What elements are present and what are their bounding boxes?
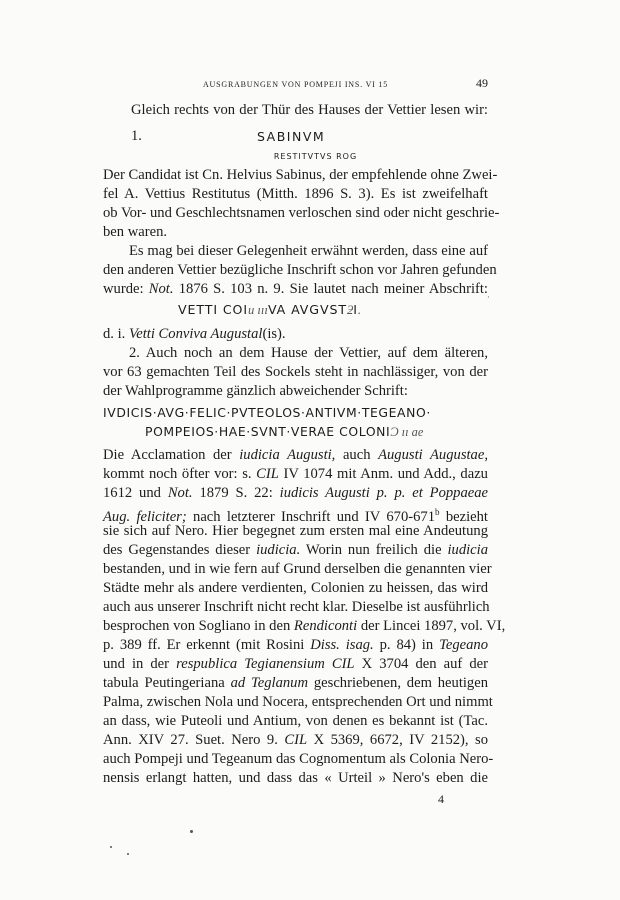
inscription-2-fragment-2: ƻ [346, 303, 354, 317]
para-1-line-1: Der Candidat ist Cn. Helvius Sabinus, der empfehlende ohne Zwei- [103, 167, 498, 183]
inscription-1-line2: RESTITVTVS ROG [273, 152, 358, 161]
p4l10-b: Rendiconti [293, 618, 358, 634]
p4l1-c: auch [342, 447, 371, 463]
p4l2-b: CIL [256, 466, 279, 482]
p4l3-d: iudicis Augusti p. p. et Poppaeae [279, 485, 489, 501]
para-1-line-4: ben waren. [103, 224, 168, 240]
p4l6-c: Worin nun freilich die [305, 542, 442, 558]
p4l12-b: respublica Tegianensium CIL [176, 656, 355, 672]
para-4-line-10 [103, 617, 506, 636]
notizie-ref: Not. [148, 281, 174, 297]
para-3-line-2: vor 63 gemachten Teil des Sockels steht in nachlässiger, von der [103, 364, 488, 380]
p4l3-a: 1612 und [103, 485, 161, 501]
para-4-line-15: an dass, wie Puteoli und Antium, von denen es bekannt ist (Tac. [103, 713, 488, 729]
inscription-1-line2-row [103, 146, 488, 166]
intro-line: Gleich rechts von der Thür des Hauses der Vettier lesen wir: [131, 102, 488, 118]
para-1-line-3: ob Vor- und Geschlechtsnamen verloschen sind oder nicht geschrie- [103, 205, 500, 221]
p4l6-a: des Gegenstandes dieser [103, 542, 251, 558]
p4l12-a: und in der [103, 656, 170, 672]
para-3-line-3: der Wahlprogramme gänzlich abweichender Schrift: [103, 383, 408, 399]
para-4-line-7: bestanden, und in wie fern auf Grund derselben die genannten vier [103, 561, 492, 577]
p4l4-a: Aug. feliciter; [103, 508, 187, 525]
p4l1-b: iudicia Augusti, [239, 447, 336, 463]
p4l3-b: Not. [167, 485, 193, 501]
p4l16-a: Ann. XIV 27. Suet. Nero 9. [103, 732, 278, 748]
para-4-line-1 [103, 446, 488, 465]
para-4-line-2 [103, 465, 488, 484]
p4l11-d: Tegeano [439, 637, 488, 653]
para-4-line-14: Palma, zwischen Nola und Nocera, entsprechenden Ort und nimmt [103, 694, 493, 710]
inscription-3-line-2-text: POMPEIOS·HAE·SVNT·VERAE COLONI [145, 424, 391, 439]
speck-dot [127, 853, 129, 855]
p4l10-c: der Lincei 1897, vol. VI, [360, 618, 506, 634]
di-line-pre: d. i. [103, 326, 126, 342]
para-4-line-13 [103, 674, 488, 693]
p4l1-a: Die Acclamation der [103, 447, 232, 463]
inscription-2-part-c: I [353, 302, 358, 317]
p4l4-b: nach letzterer Inschrift und IV 670-671 [193, 508, 436, 525]
para-4-line-8: Städte mehr als andere verdienten, Colonien zu heissen, das wird [103, 580, 488, 596]
para-4-line-11 [103, 636, 488, 655]
para-2-line-3 [103, 280, 488, 299]
p4l16-c: X 5369, 6672, IV 2152), so [313, 732, 489, 748]
para-4-line-12 [103, 655, 488, 674]
inscription-2 [178, 302, 361, 318]
signature-mark: 4 [438, 792, 444, 806]
inscription-2-fragment-3: . [357, 303, 362, 317]
p4l10-a: besprochen von Sogliano in den [103, 618, 291, 634]
p4l11-c: p. 84) in [379, 637, 434, 653]
para-2-l3-post: 1876 S. 103 n. 9. Sie lautet nach meiner Abschrift: [178, 281, 488, 297]
inscription-2-part-a: VETTI COI [178, 302, 248, 317]
para-1-line-2: fel A. Vettius Restitutus (Mitth. 1896 S. 3). Es ist zweifelhaft [103, 186, 488, 202]
p4l13-a: tabula Peutingeriana [103, 675, 225, 691]
para-2-l3-pre: wurde: [103, 281, 144, 297]
p4l2-c: IV 1074 mit Anm. und Add., dazu [283, 466, 488, 482]
inscription-1-line1: SABINVM [257, 129, 326, 144]
margin-tick: · [487, 293, 490, 303]
para-2-line-2: den anderen Vettier bezügliche Inschrift schon vor Jahren gefunden [103, 262, 497, 278]
para-4-line-6 [103, 541, 488, 560]
p4l13-c: geschriebenen, dem heutigen [313, 675, 489, 691]
p4l6-b: iudicia. [256, 542, 301, 558]
speck-dot [190, 830, 193, 833]
para-3-line-1: 2. Auch noch an dem Hause der Vettier, auf dem älteren, [129, 345, 488, 361]
para-4-line-18: nensis erlangt hatten, und dass das « Urteil » Nero's eben die [103, 770, 488, 786]
inscription-3-line-2 [145, 424, 423, 440]
page-number: 49 [476, 76, 488, 90]
running-header: AUSGRABUNGEN VON POMPEJI INS. VI 15 [202, 80, 389, 89]
p4l11-b: Diss. isag. [310, 637, 374, 653]
para-4-line-3 [103, 484, 488, 503]
para-4-line-5: sie sich auf Nero. Hier begegnet zum ersten mal eine Andeutung [103, 523, 488, 539]
di-line-suffix: (is). [262, 326, 286, 342]
p4l13-b: ad Teglanum [230, 675, 309, 691]
p4l3-c: 1879 S. 22: [199, 485, 273, 501]
di-line-italic: Vetti Conviva Augustal [128, 326, 263, 342]
para-4-line-16 [103, 731, 488, 750]
p4l6-d: iudicia [447, 542, 489, 558]
inscription-1-number: 1. [131, 128, 142, 144]
para-4-line-17: auch Pompeji und Tegeanum das Cognomentum als Colonia Nero- [103, 751, 494, 767]
para-2-line-1: Es mag bei dieser Gelegenheit erwähnt werden, dass eine auf [129, 243, 488, 259]
p4l16-b: CIL [284, 732, 308, 748]
di-line [103, 325, 488, 344]
speck-dot [110, 846, 112, 848]
inscription-3-line-1: IVDICIS·AVG·FELIC·PVTEOLOS·ANTIVM·TEGEANO· [103, 405, 431, 420]
p4l4-c: bezieht [445, 508, 488, 525]
inscription-2-fragment-1: u ııı [247, 303, 268, 317]
p4l2-a: kommt noch öfter vor: s. [103, 466, 252, 482]
para-4-line-9: auch aus unserer Inschrift nicht recht klar. Dieselbe ist ausführlich [103, 599, 490, 615]
inscription-2-part-b: VA AVGVST [267, 302, 347, 317]
p4l12-c: X 3704 den auf der [361, 656, 488, 672]
p4l11-a: p. 389 ff. Er erkennt (mit Rosini [103, 637, 305, 653]
p4l1-d: Augusti Augustae, [378, 447, 488, 463]
inscription-3-line-2-fragment: Ɔ ıı ae [390, 425, 424, 439]
p4l4-sup: b [435, 507, 440, 517]
